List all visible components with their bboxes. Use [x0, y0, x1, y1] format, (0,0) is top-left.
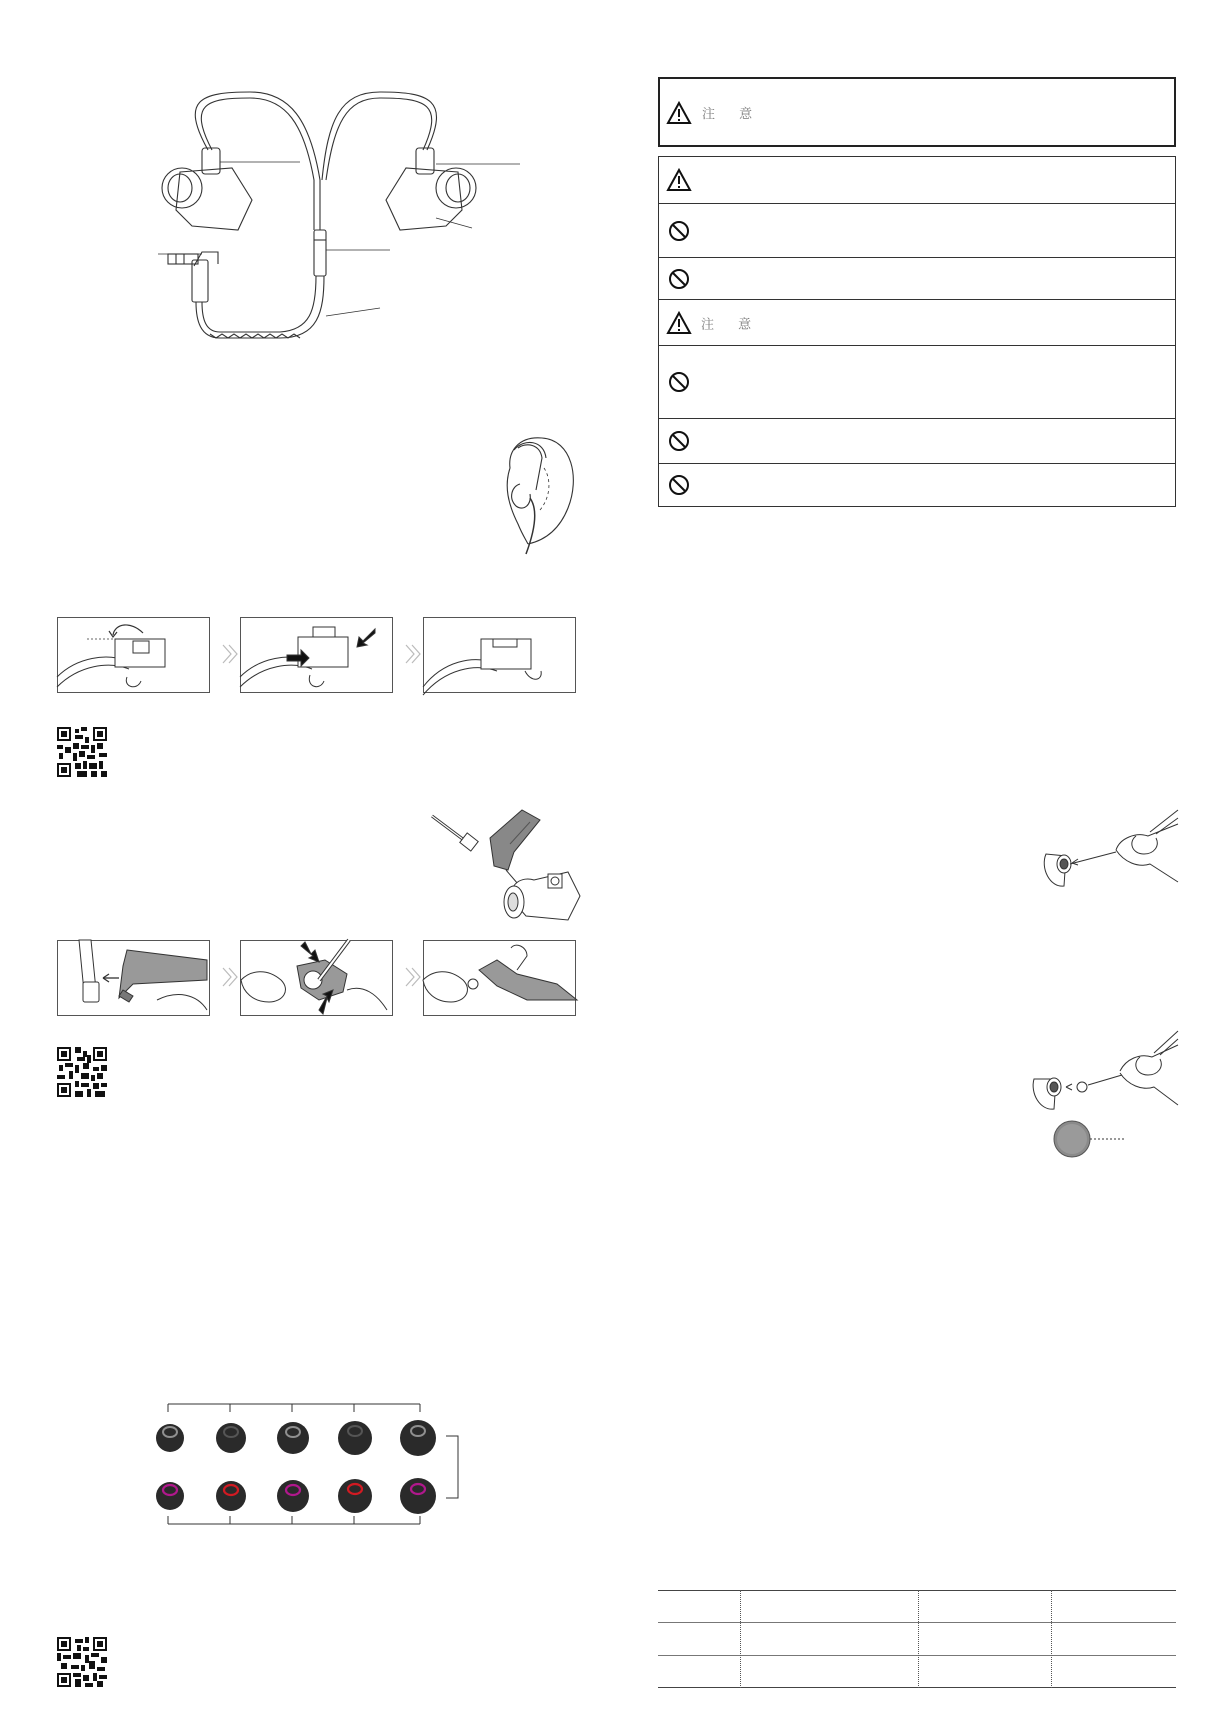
caution-header-label: 注 意 [702, 107, 763, 122]
mmcx-connector-illustration [430, 800, 590, 930]
qr-code-icon [57, 1637, 107, 1687]
prohibited-icon [666, 428, 692, 454]
filter-cleaning-illustration [1030, 1025, 1180, 1165]
warning-table [658, 156, 1176, 507]
prohibition-row [659, 463, 1175, 506]
caution-header-box [658, 77, 1176, 147]
caution-row [659, 299, 1175, 345]
warning-triangle-icon [666, 101, 692, 125]
step-row-2-drawings [57, 940, 587, 1018]
warning-row [659, 157, 1175, 203]
warning-triangle-icon [666, 310, 692, 336]
prohibited-icon [666, 266, 692, 292]
eartip-size-chart [150, 1400, 470, 1530]
qr-code-icon [57, 1047, 107, 1097]
prohibited-icon [666, 218, 692, 244]
spec-table-rule [658, 1590, 1176, 1591]
spec-table-divider [918, 1590, 919, 1688]
prohibition-row [659, 345, 1175, 418]
spec-table [658, 1590, 1176, 1688]
ear-wearing-illustration [482, 428, 582, 558]
spec-table-rule [658, 1687, 1176, 1688]
prohibition-row [659, 418, 1175, 463]
caution-row-label: 注 意 [701, 317, 762, 332]
spec-table-rule [658, 1655, 1176, 1656]
prohibited-icon [666, 369, 692, 395]
spec-table-divider [1051, 1590, 1052, 1688]
prohibited-icon [666, 472, 692, 498]
prohibition-row [659, 203, 1175, 257]
warning-triangle-icon [666, 167, 692, 193]
spec-table-rule [658, 1622, 1176, 1623]
qr-code-icon [57, 727, 107, 777]
nozzle-cleaning-illustration [1040, 806, 1180, 906]
prohibition-row [659, 257, 1175, 299]
step-row-1-drawings [57, 617, 587, 695]
spec-table-divider [740, 1590, 741, 1688]
earphone-diagram [140, 80, 700, 400]
